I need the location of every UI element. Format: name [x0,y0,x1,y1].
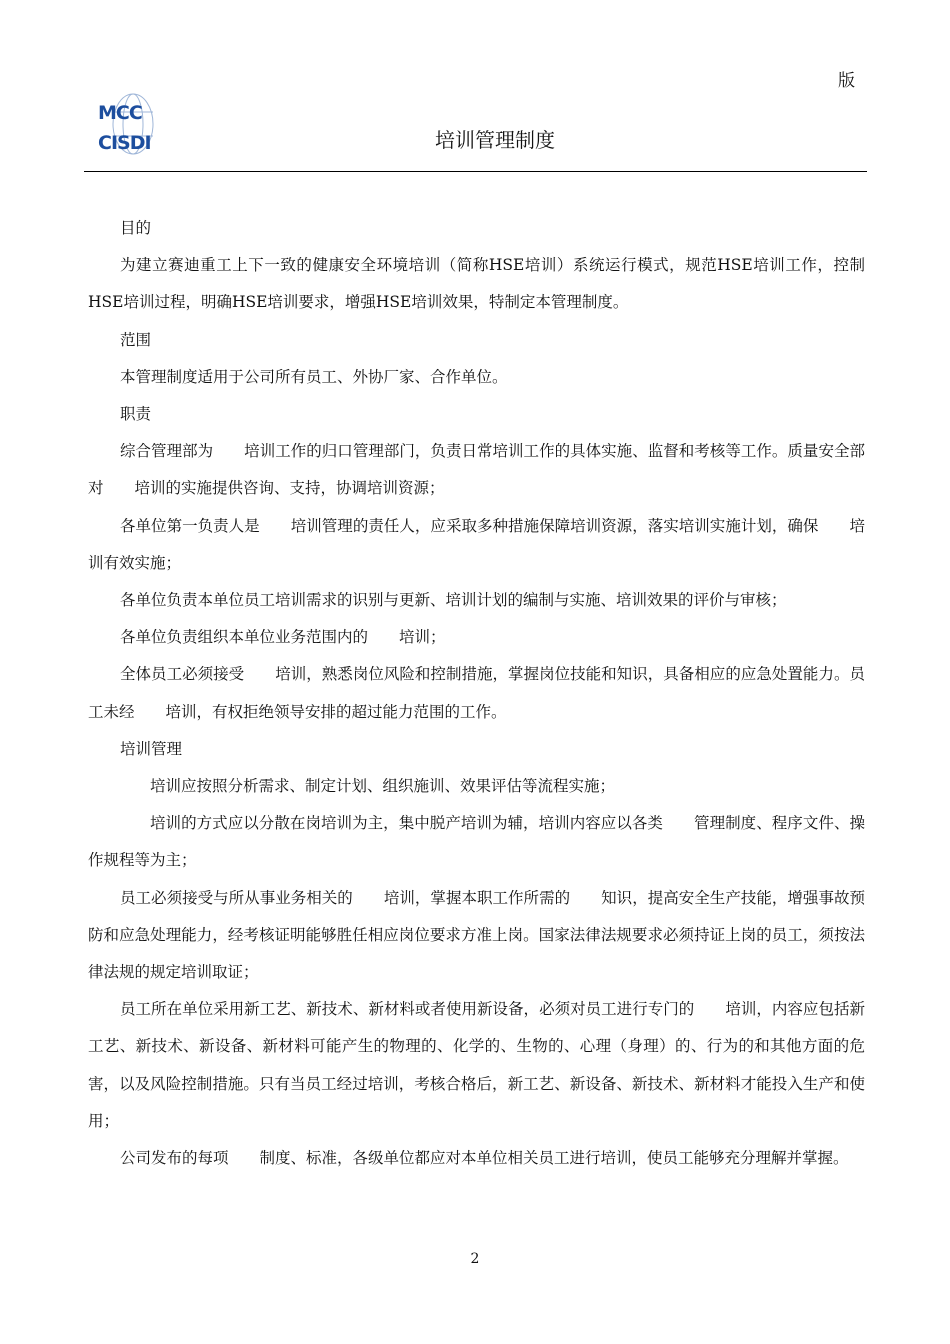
paragraph: 全体员工必须接受 培训，熟悉岗位风险和控制措施，掌握岗位技能和知识，具备相应的应急处置能力。员工未经 培训，有权拒绝领导安排的超过能力范围的工作。 [88,665,865,721]
logo-text-cisdi: CISDI [98,132,151,154]
paragraph: 各单位负责组织本单位业务范围内的 培训； [120,628,446,647]
section-heading: 范围 [120,330,152,349]
section-heading: 职责 [120,405,152,424]
paragraph: 为建立赛迪重工上下一致的健康安全环境培训（简称HSE培训）系统运行模式，规范HSE培训工作，控制HSE培训过程，明确HSE培训要求，增强HSE培训效果，特制定本管理制度。 [88,256,865,312]
paragraph: 公司发布的每项 制度、标准，各级单位都应对本单位相关员工进行培训，使员工能够充分理解并掌握。 [120,1149,849,1168]
version-label: 版 [838,71,855,91]
paragraph: 各单位第一负责人是 培训管理的责任人，应采取多种措施保障培训资源，落实培训实施计划，确保 培训有效实施； [88,516,865,572]
document-body [88,210,865,1177]
paragraph: 员工必须接受与所从事业务相关的 培训，掌握本职工作所需的 知识，提高安全生产技能，增强事故预防和应急处理能力，经考核证明能够胜任相应岗位要求方准上岗。国家法律法规要求必须持证上岗的员工，须按法律法规的规定培训取证； [88,888,865,982]
paragraph: 培训应按照分析需求、制定计划、组织施训、效果评估等流程实施； [150,777,616,796]
section-heading: 目的 [120,219,152,237]
header-divider [84,171,867,172]
logo-text-mcc: MCC [98,102,142,124]
paragraph: 员工所在单位采用新工艺、新技术、新材料或者使用新设备，必须对员工进行专门的 培训，内容应包括新工艺、新技术、新设备、新材料可能产生的物理的、化学的、生物的、心理（身理）的、行为的和其他方面的危害，以及风险控制措施。只有当员工经过培训，考核合格后，新工艺、新设备、新技术、新材料才能投入生产和使用； [88,1000,865,1130]
paragraph: 综合管理部为 培训工作的归口管理部门，负责日常培训工作的具体实施、监督和考核等工作。质量安全部对 培训的实施提供咨询、支持，协调培训资源； [88,442,865,498]
page-number: 2 [470,1251,480,1267]
paragraph: 本管理制度适用于公司所有员工、外协厂家、合作单位。 [120,367,508,386]
document-title: 培训管理制度 [435,128,555,152]
paragraph: 培训的方式应以分散在岗培训为主，集中脱产培训为辅，培训内容应以各类 管理制度、程序文件、操作规程等为主； [88,814,865,870]
paragraph: 各单位负责本单位员工培训需求的识别与更新、培训计划的编制与实施、培训效果的评价与审核； [120,591,787,610]
section-heading: 培训管理 [120,739,183,758]
